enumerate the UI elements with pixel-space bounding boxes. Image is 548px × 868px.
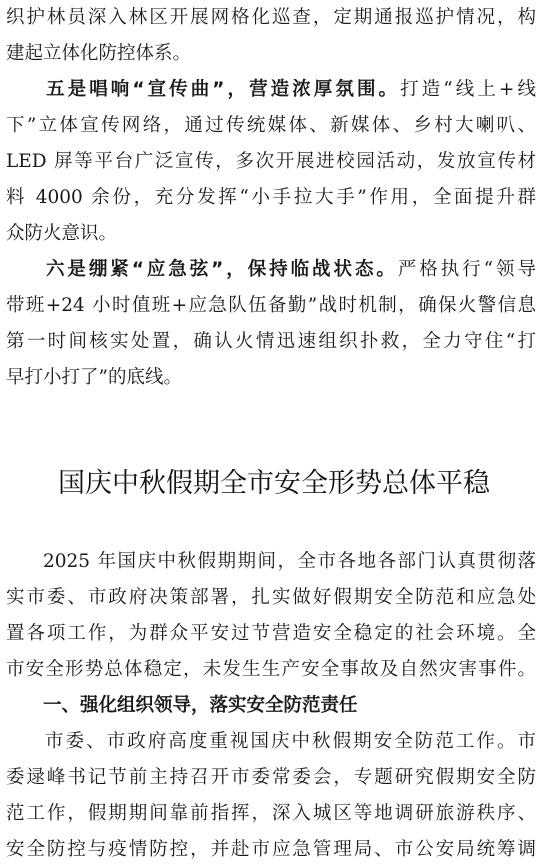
section1-first-text: 市委、市政府高度重视国庆中秋假期安全防范工作。市 [43, 731, 536, 752]
body-text-line: 置各项工作，为群众平安过节营造安全稳定的社会环境。全 [6, 623, 536, 644]
body-text-line: 市安全形势总体稳定，未发生生产安全事故及自然灾害事件。 [6, 659, 536, 680]
body-text-line: 带班+24 小时值班+应急队伍备勤”战时机制，确保火警信息 [6, 295, 536, 316]
body-text-line: 安全防控与疫情防控，并赴市应急管理局、市公安局统筹调 [6, 839, 536, 860]
point5-first-line [6, 72, 536, 108]
body-text-line: 织护林员深入林区开展网格化巡查，定期通报巡护情况，构 [6, 7, 536, 28]
article-first-line [6, 544, 536, 580]
body-text-line: 范工作，假期期间靠前指挥，深入城区等地调研旅游秩序、 [6, 803, 536, 824]
body-text-line: 早打小打了”的底线。 [6, 367, 182, 388]
body-text-line: 委逯峰书记节前主持召开市委常委会，专题研究假期安全防 [6, 767, 536, 788]
body-text-line: 第一时间核实处置，确认火情迅速组织扑救，全力守住“打 [6, 331, 536, 352]
section1-heading-line [6, 688, 536, 724]
body-text-line: 料 4000 余份，充分发挥“小手拉大手”作用，全面提升群 [6, 187, 536, 208]
point6-first-line-rest: 严格执行“领导 [397, 259, 536, 280]
body-text-line: 建起立体化防控体系。 [6, 43, 192, 64]
section1-first-line [6, 724, 536, 760]
point5-heading: 五是唱响“宣传曲”，营造浓厚氛围。 [43, 79, 401, 100]
body-text-line: 下”立体宣传网络，通过传统媒体、新媒体、乡村大喇叭、 [6, 115, 536, 136]
point5-first-line-rest: 打造“线上+线 [400, 79, 536, 100]
point6-first-line [6, 252, 536, 288]
point6-heading: 六是绷紧“应急弦”，保持临战状态。 [43, 259, 398, 280]
body-text-line: 实市委、市政府决策部署，扎实做好假期安全防范和应急处 [6, 587, 536, 608]
body-text-line: LED 屏等平台广泛宣传，多次开展进校园活动，发放宣传材 [6, 151, 536, 172]
article-title: 国庆中秋假期全市安全形势总体平稳 [58, 468, 490, 499]
article-intro-first: 2025 年国庆中秋假期期间，全市各地各部门认真贯彻落 [43, 551, 536, 572]
section1-heading: 一、强化组织领导，落实安全防范责任 [43, 695, 358, 716]
body-text-line: 众防火意识。 [6, 223, 118, 244]
